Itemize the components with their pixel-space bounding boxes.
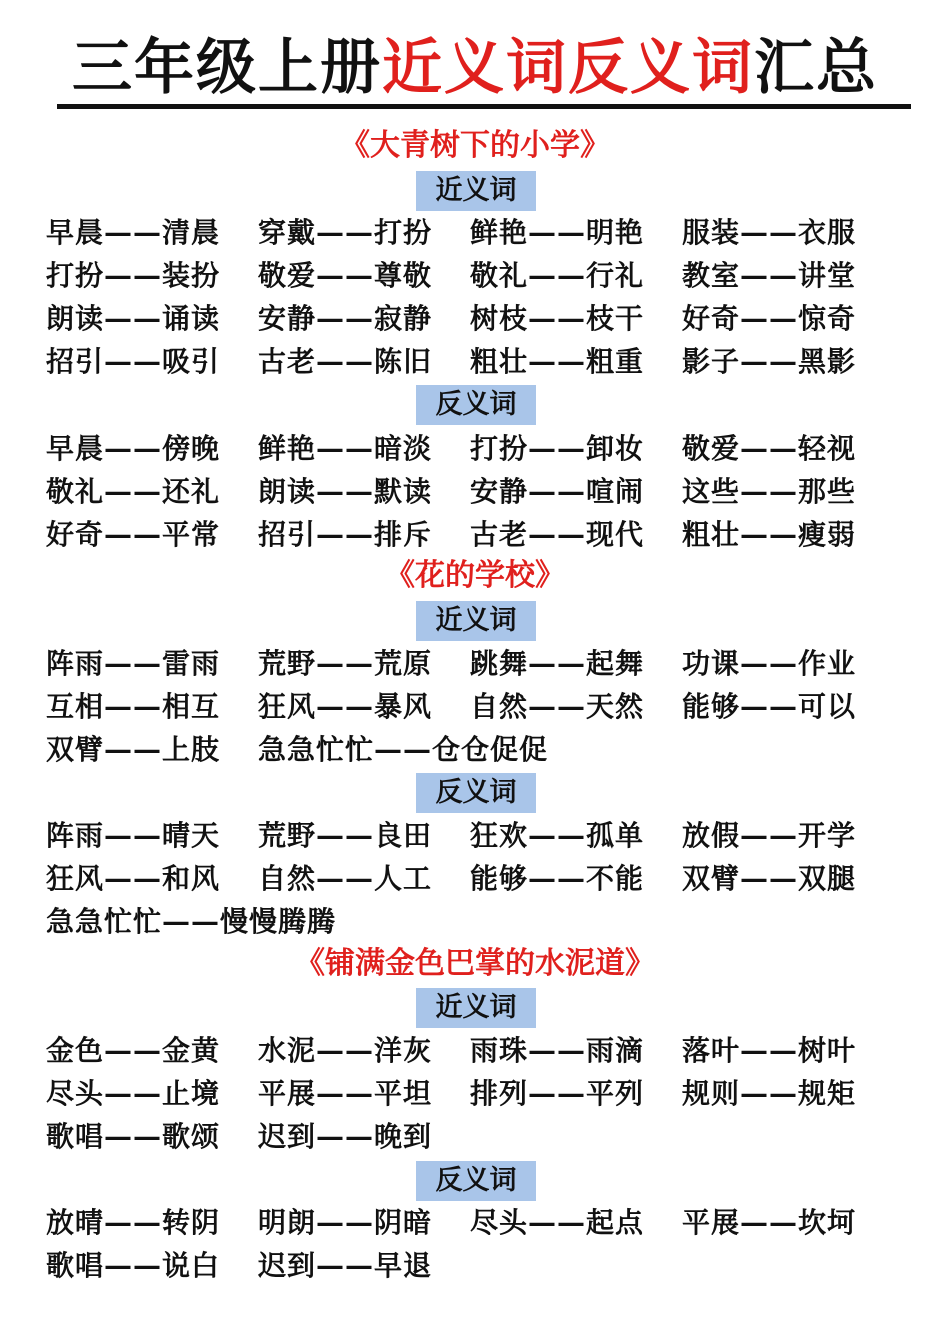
antonym-pair: 敬礼——还礼 (46, 475, 221, 508)
synonym-label: 近义词 (416, 988, 536, 1028)
synonym-pair: 影子——黑影 (682, 345, 857, 378)
title-part-2: 近义词反义词 (382, 33, 754, 103)
antonym-pair: 急急忙忙——慢慢腾腾 (46, 905, 337, 938)
antonym-pair: 打扮——卸妆 (470, 432, 645, 465)
synonym-pair: 服装——衣服 (682, 216, 857, 249)
antonym-pair: 安静——喧闹 (470, 475, 645, 508)
synonym-pair: 双臂——上肢 (46, 733, 221, 766)
antonym-pair: 平展——坎坷 (682, 1206, 857, 1239)
antonym-pair: 明朗——阴暗 (258, 1206, 433, 1239)
synonym-pair: 荒野——荒原 (258, 647, 433, 680)
synonym-pair: 早晨——清晨 (46, 216, 221, 249)
antonym-pair: 好奇——平常 (46, 518, 221, 551)
synonym-pair: 急急忙忙——仓仓促促 (258, 733, 549, 766)
antonym-pair: 能够——不能 (470, 862, 645, 895)
antonym-pair: 歌唱——说白 (46, 1249, 221, 1282)
synonym-pair: 古老——陈旧 (258, 345, 433, 378)
title-part-3: 汇总 (754, 33, 878, 103)
title-underline (57, 104, 911, 109)
antonym-pair: 狂风——和风 (46, 862, 221, 895)
antonym-pair: 尽头——起点 (470, 1206, 645, 1239)
title-part-1: 三年级上册 (72, 33, 382, 103)
synonym-pair: 雨珠——雨滴 (470, 1034, 645, 1067)
synonym-pair: 互相——相互 (46, 690, 221, 723)
synonym-pair: 跳舞——起舞 (470, 647, 645, 680)
antonym-pair: 招引——排斥 (258, 518, 433, 551)
antonym-row (46, 1245, 916, 1287)
antonym-row (46, 815, 916, 857)
antonym-pair: 狂欢——孤单 (470, 819, 645, 852)
antonym-pair: 敬爱——轻视 (682, 432, 857, 465)
synonym-pair: 迟到——晚到 (258, 1120, 433, 1153)
synonym-label: 近义词 (416, 601, 536, 641)
synonym-pair: 好奇——惊奇 (682, 302, 857, 335)
synonym-row (46, 341, 916, 383)
page-title (0, 28, 950, 108)
antonym-pair: 放晴——转阴 (46, 1206, 221, 1239)
synonym-pair: 歌唱——歌颂 (46, 1120, 221, 1153)
synonym-row (46, 212, 916, 254)
antonym-pair: 阵雨——晴天 (46, 819, 221, 852)
antonym-row (46, 471, 916, 513)
synonym-row (46, 298, 916, 340)
lesson-title: 《大青树下的小学》 (340, 128, 610, 163)
lesson-title: 《花的学校》 (385, 558, 565, 593)
synonym-pair: 敬礼——行礼 (470, 259, 645, 292)
synonym-pair: 粗壮——粗重 (470, 345, 645, 378)
synonym-pair: 穿戴——打扮 (258, 216, 433, 249)
antonym-label: 反义词 (416, 385, 536, 425)
antonym-row (46, 428, 916, 470)
antonym-label: 反义词 (416, 1161, 536, 1201)
antonym-row (46, 1202, 916, 1244)
antonym-pair: 早晨——傍晚 (46, 432, 221, 465)
synonym-pair: 安静——寂静 (258, 302, 433, 335)
synonym-row (46, 1030, 916, 1072)
antonym-pair: 鲜艳——暗淡 (258, 432, 433, 465)
antonym-pair: 放假——开学 (682, 819, 857, 852)
synonym-pair: 招引——吸引 (46, 345, 221, 378)
synonym-row (46, 729, 916, 771)
synonym-pair: 规则——规矩 (682, 1077, 857, 1110)
synonym-pair: 自然——天然 (470, 690, 645, 723)
synonym-pair: 树枝——枝干 (470, 302, 645, 335)
antonym-label: 反义词 (416, 773, 536, 813)
antonym-row (46, 514, 916, 556)
synonym-row (46, 1116, 916, 1158)
synonym-pair: 阵雨——雷雨 (46, 647, 221, 680)
synonym-pair: 狂风——暴风 (258, 690, 433, 723)
synonym-pair: 平展——平坦 (258, 1077, 433, 1110)
antonym-pair: 双臂——双腿 (682, 862, 857, 895)
lesson-title: 《铺满金色巴掌的水泥道》 (295, 946, 655, 981)
synonym-pair: 打扮——装扮 (46, 259, 221, 292)
antonym-row (46, 901, 916, 943)
synonym-row (46, 686, 916, 728)
synonym-pair: 朗读——诵读 (46, 302, 221, 335)
synonym-pair: 水泥——洋灰 (258, 1034, 433, 1067)
synonym-pair: 尽头——止境 (46, 1077, 221, 1110)
synonym-pair: 落叶——树叶 (682, 1034, 857, 1067)
antonym-pair: 朗读——默读 (258, 475, 433, 508)
synonym-row (46, 255, 916, 297)
antonym-pair: 自然——人工 (258, 862, 433, 895)
synonym-pair: 能够——可以 (682, 690, 857, 723)
antonym-pair: 荒野——良田 (258, 819, 433, 852)
synonym-pair: 功课——作业 (682, 647, 857, 680)
antonym-row (46, 858, 916, 900)
synonym-row (46, 1073, 916, 1115)
synonym-row (46, 643, 916, 685)
synonym-pair: 敬爱——尊敬 (258, 259, 433, 292)
synonym-pair: 鲜艳——明艳 (470, 216, 645, 249)
antonym-pair: 这些——那些 (682, 475, 857, 508)
antonym-pair: 古老——现代 (470, 518, 645, 551)
antonym-pair: 粗壮——瘦弱 (682, 518, 857, 551)
synonym-pair: 排列——平列 (470, 1077, 645, 1110)
synonym-pair: 金色——金黄 (46, 1034, 221, 1067)
antonym-pair: 迟到——早退 (258, 1249, 433, 1282)
synonym-pair: 教室——讲堂 (682, 259, 857, 292)
synonym-label: 近义词 (416, 171, 536, 211)
